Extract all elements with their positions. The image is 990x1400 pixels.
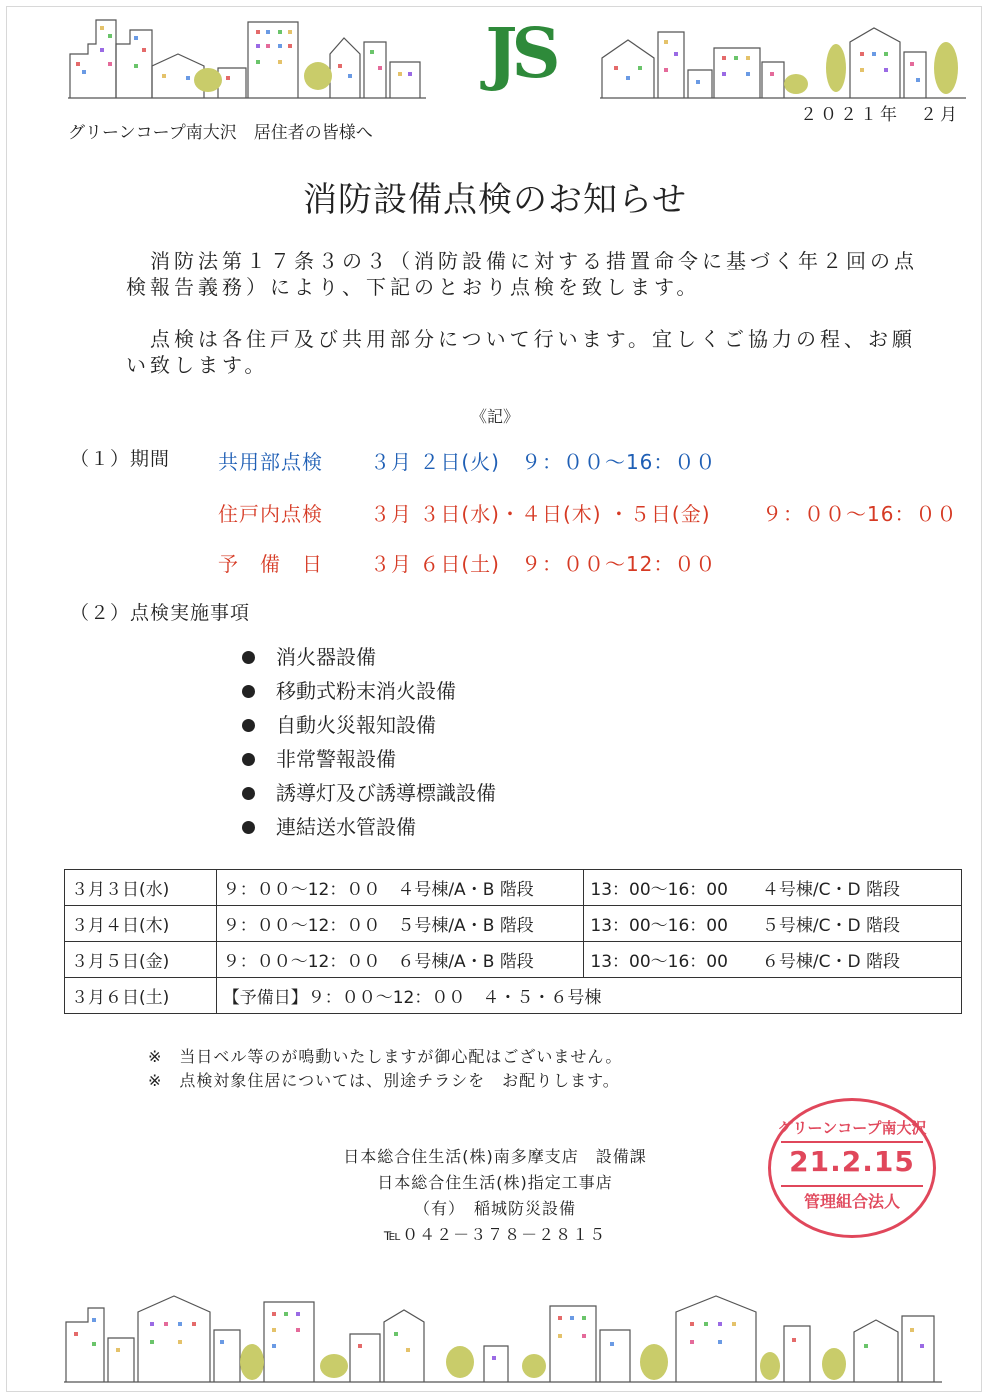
bullet-icon bbox=[242, 821, 255, 834]
period-time-units: ９：００～16：００ bbox=[762, 502, 958, 526]
schedule-am: ９：００～12：００ ４号棟/A・B 階段 bbox=[216, 870, 584, 906]
schedule-day: ３月３日(水) bbox=[65, 870, 217, 906]
item-label: 自動火災報知設備 bbox=[276, 713, 436, 737]
schedule-pm: 13：00～16：00 ５号棟/C・D 階段 bbox=[584, 906, 962, 942]
addressee: グリーンコープ南大沢 居住者の皆様へ bbox=[68, 123, 373, 143]
table-row bbox=[65, 978, 962, 1014]
stamp-top-text: グリーンコープ南大沢 bbox=[777, 1119, 927, 1137]
list-item bbox=[242, 746, 496, 780]
bullet-icon bbox=[242, 787, 255, 800]
stamp-divider bbox=[781, 1141, 923, 1143]
schedule-pm: 13：00～16：00 ４号棟/C・D 階段 bbox=[584, 870, 962, 906]
bullet-icon bbox=[242, 719, 255, 732]
schedule-am: ９：００～12：００ ６号棟/A・B 階段 bbox=[216, 942, 584, 978]
period-label-units: 住戸内点検 bbox=[218, 502, 323, 526]
table-row bbox=[65, 906, 962, 942]
city-illustration-bottom bbox=[64, 1282, 944, 1388]
schedule-reserve: 【予備日】９：００～12：００ ４・５・６号棟 bbox=[216, 978, 961, 1014]
schedule-table bbox=[64, 869, 962, 1014]
schedule-day: ３月５日(金) bbox=[65, 942, 217, 978]
contact-line-3: （有） 稲城防災設備 bbox=[413, 1199, 576, 1218]
section-items-heading: （２）点検実施事項 bbox=[70, 602, 251, 624]
notice-title: 消防設備点検のお知らせ bbox=[303, 180, 687, 220]
contact-line-2: 日本総合住生活(株)指定工事店 bbox=[377, 1173, 613, 1192]
period-label-reserve: 予 備 日 bbox=[218, 552, 323, 576]
list-item bbox=[242, 644, 496, 678]
item-label: 移動式粉末消火設備 bbox=[276, 679, 456, 703]
table-row bbox=[65, 942, 962, 978]
inspection-items-list bbox=[242, 644, 496, 848]
list-item bbox=[242, 712, 496, 746]
contact-phone: ℡０４２－３７８－２８１５ bbox=[383, 1225, 607, 1244]
period-label-common: 共用部点検 bbox=[218, 450, 323, 474]
table-row bbox=[65, 870, 962, 906]
city-illustration-top-left bbox=[68, 14, 428, 100]
note-bell: ※ 当日ベル等のが鳴動いたしますが御心配はございません。 bbox=[148, 1047, 623, 1066]
note-flyer: ※ 点検対象住居については、別途チラシを お配りします。 bbox=[148, 1071, 620, 1090]
item-label: 誘導灯及び誘導標識設備 bbox=[276, 781, 496, 805]
list-item bbox=[242, 678, 496, 712]
contact-line-1: 日本総合住生活(株)南多摩支店 設備課 bbox=[343, 1147, 647, 1166]
city-illustration-top-right bbox=[600, 18, 970, 100]
item-label: 連結送水管設備 bbox=[276, 815, 416, 839]
list-item bbox=[242, 780, 496, 814]
js-logo: JS bbox=[485, 14, 555, 94]
intro-paragraph-2: 点検は各住戸及び共用部分について行います。宜しくご協力の程、お願い致します。 bbox=[126, 327, 916, 377]
item-label: 消火器設備 bbox=[276, 645, 376, 669]
received-stamp bbox=[768, 1098, 936, 1238]
list-item bbox=[242, 814, 496, 848]
bullet-icon bbox=[242, 753, 255, 766]
schedule-day: ３月４日(木) bbox=[65, 906, 217, 942]
section-period-heading: （１）期間 bbox=[70, 448, 171, 470]
bullet-icon bbox=[242, 685, 255, 698]
period-date-reserve: ３月 ６日(土) ９：００～12：００ bbox=[370, 552, 717, 576]
period-date-units: ３月 ３日(水)・４日(木) ・５日(金) bbox=[370, 502, 711, 526]
stamp-bottom-text: 管理組合法人 bbox=[803, 1192, 900, 1211]
item-label: 非常警報設備 bbox=[276, 747, 396, 771]
period-date-common: ３月 ２日(火) ９：００～16：００ bbox=[370, 450, 717, 474]
ki-heading: 《記》 bbox=[470, 407, 519, 426]
schedule-day: ３月６日(土) bbox=[65, 978, 217, 1014]
stamp-divider bbox=[781, 1185, 923, 1187]
schedule-am: ９：００～12：００ ５号棟/A・B 階段 bbox=[216, 906, 584, 942]
bullet-icon bbox=[242, 651, 255, 664]
stamp-date: 21.2.15 bbox=[789, 1145, 915, 1178]
schedule-pm: 13：00～16：00 ６号棟/C・D 階段 bbox=[584, 942, 962, 978]
issue-date: ２０２１年 ２月 bbox=[800, 105, 960, 125]
intro-paragraph-1: 消防法第１７条３の３（消防設備に対する措置命令に基づく年２回の点検報告義務）により、下記のとおり点検を致します。 bbox=[126, 249, 918, 299]
